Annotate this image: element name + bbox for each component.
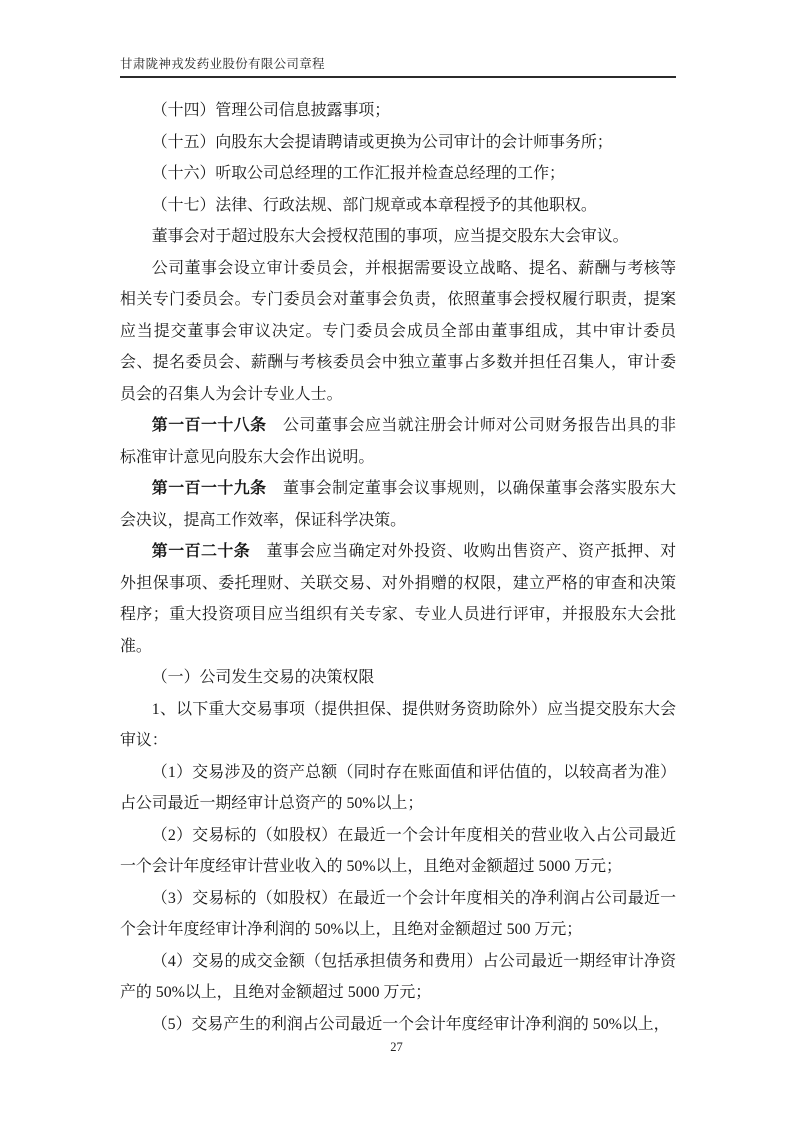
paragraph — [120, 1009, 676, 1041]
article-number: 第一百一十九条 — [151, 480, 267, 497]
paragraph — [120, 883, 676, 946]
paragraph-text: 1、以下重大交易事项（提供担保、提供财务资助除外）应当提交股东大会审议： — [120, 700, 676, 749]
paragraph — [120, 95, 676, 127]
paragraph — [120, 221, 676, 253]
article-number: 第一百二十条 — [151, 543, 251, 560]
document-title: 甘肃陇神戎发药业股份有限公司章程 — [120, 57, 325, 71]
paragraph-text: 公司董事会应当就注册会计师对公司财务报告出具的非标准审计意见向股东大会作出说明。 — [120, 417, 677, 466]
paragraph-text: （5）交易产生的利润占公司最近一个会计年度经审计净利润的 50%以上， — [151, 1015, 670, 1033]
paragraph-text: 董事会应当确定对外投资、收购出售资产、资产抵押、对外担保事项、委托理财、关联交易、对外捐赠的权限，建立严格的审查和决策程序；重大投资项目应当组织有关专家、专业人员进行评审，并报股东大会批准。 — [120, 543, 677, 655]
paragraph — [120, 410, 676, 473]
page-header — [120, 54, 676, 78]
paragraph-text: （十四）管理公司信息披露事项； — [151, 102, 391, 119]
paragraph — [120, 820, 676, 883]
paragraph-text: （4）交易的成交金额（包括承担债务和费用）占公司最近一期经审计净资产的 50%以上，且绝对金额超过 5000 万元； — [120, 952, 676, 1001]
document-body — [120, 95, 676, 1040]
paragraph-text: 董事会制定董事会议事规则，以确保董事会落实股东大会决议，提高工作效率，保证科学决策。 — [120, 480, 677, 529]
paragraph — [120, 158, 676, 190]
paragraph — [120, 757, 676, 820]
paragraph-text: （3）交易标的（如股权）在最近一个会计年度相关的净利润占公司最近一个会计年度经审计净利润的 50%以上，且绝对金额超过 500 万元； — [120, 889, 676, 938]
paragraph — [120, 190, 676, 222]
paragraph-text: （十七）法律、行政法规、部门规章或本章程授予的其他职权。 — [151, 196, 597, 214]
paragraph — [120, 946, 676, 1009]
paragraph — [120, 536, 676, 662]
paragraph-text: （1）交易涉及的资产总额（同时存在账面值和评估值的，以较高者为准）占公司最近一期经审计总资产的 50%以上； — [120, 763, 676, 812]
paragraph — [120, 694, 676, 757]
paragraph-text: （十五）向股东大会提请聘请或更换为公司审计的会计师事务所； — [151, 133, 613, 151]
paragraph-text: （2）交易标的（如股权）在最近一个会计年度相关的营业收入占公司最近一个会计年度经审计营业收入的 50%以上，且绝对金额超过 5000 万元； — [120, 826, 676, 875]
article-number: 第一百一十八条 — [151, 417, 267, 434]
paragraph-text: 董事会对于超过股东大会授权范围的事项，应当提交股东大会审议。 — [151, 228, 629, 245]
paragraph-text: （十六）听取公司总经理的工作汇报并检查总经理的工作； — [151, 165, 565, 182]
paragraph — [120, 473, 676, 536]
paragraph — [120, 253, 676, 411]
paragraph — [120, 662, 676, 694]
paragraph-text: 公司董事会设立审计委员会，并根据需要设立战略、提名、薪酬与考核等相关专门委员会。专门委员会对董事会负责，依照董事会授权履行职责，提案应当提交董事会审议决定。专门委员会成员全部由董事组成，其中审计委员会、提名委员会、薪酬与考核委员会中独立董事占多数并担任召集人，审计委员会的召集人为会计专业人士。 — [120, 259, 676, 403]
page-footer — [0, 1038, 793, 1056]
page-number: 27 — [390, 1040, 403, 1054]
paragraph — [120, 127, 676, 159]
paragraph-text: （一）公司发生交易的决策权限 — [151, 669, 375, 686]
